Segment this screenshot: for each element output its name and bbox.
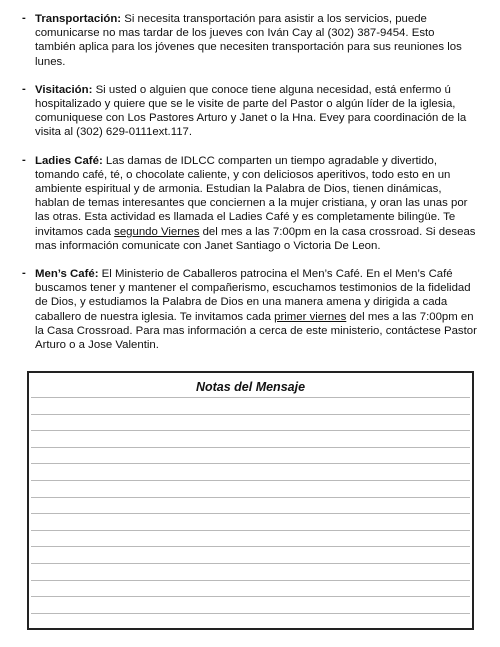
announcement-text: Las damas de IDLCC comparten un tiempo agradable y divertido, tomando café, té, o chocolate caliente, y con deliciosos aperitivos, todo esto en un ambiente espiritual y de armonia. Estudian la Palabra de Dios, tienen dinámicas, hablan de temas interesantes que conciernen a la mujer cristiana, y oran las unas por las otras. Esta actividad es llamada el Ladies Café y es completamente bilingüe. Te invitamos cada xyxy=(35,154,468,238)
note-line xyxy=(31,513,470,514)
announcement-text: del mes a las 7:00pm en la Casa Crossroad. Para mas información a cerca de este ministerio, contáctese Pastor Arturo o a Jose Valentin. xyxy=(35,310,477,352)
notes-lines xyxy=(31,397,470,616)
note-line xyxy=(31,563,470,564)
announcement-highlight: primer viernes xyxy=(274,310,347,323)
announcement-text: del mes a las 7:00pm en la casa crossroad. Si deseas mas información comunicate con Janet Santiago o Victoria De Leon. xyxy=(35,225,476,252)
announcement-ladies-cafe xyxy=(22,154,477,253)
note-line xyxy=(31,497,470,498)
announcement-text: El Ministerio de Caballeros patrocina el Men’s Café. En el Men’s Café buscamos tener y mantener el compañerismo, escuchamos testimonios de la fidelidad de Dios, y estudiamos la Palabra de Dios en una manera amena y dirigida a cada caballero de nuestra iglesia. Te invitamos cada xyxy=(35,268,471,323)
bullet-dash: - xyxy=(22,82,26,95)
note-line xyxy=(31,430,470,431)
note-line xyxy=(31,463,470,464)
announcement-text: Si necesita transportación para asistir a los servicios, puede comunicarse no mas tardar de los jueves con Iván Cay al (302) 387-9454. Esto también aplica para los jóvenes que necesiten transportación para sus reuniones los lunes. xyxy=(35,13,462,68)
bullet-dash: - xyxy=(22,12,26,24)
announcement-highlight: segundo Viernes xyxy=(114,225,200,238)
bullet-dash: - xyxy=(22,267,26,280)
note-line xyxy=(31,546,470,547)
note-line xyxy=(31,580,470,581)
announcement-title: Men’s Café: xyxy=(35,268,99,281)
notes-title: Notas del Mensaje xyxy=(195,380,306,394)
announcement-title: Ladies Café: xyxy=(35,154,103,167)
announcement-visitacion xyxy=(22,83,477,140)
note-line xyxy=(31,530,470,531)
note-line xyxy=(31,613,470,614)
notes-box xyxy=(27,371,474,630)
note-line xyxy=(31,447,470,448)
announcement-title: Transportación: xyxy=(35,13,122,25)
announcement-mens-cafe xyxy=(22,267,477,352)
announcement-title: Visitación: xyxy=(35,83,93,96)
announcement-text: Si usted o alguien que conoce tiene alguna necesidad, está enfermo ú hospitalizado y quiere que se le visite de parte del Pastor o algún líder de la iglesia, comuniquese con Los Pastores Arturo y Janet o la Hna. Evey para coordinación de la visita al (302) 629-0111ext.117. xyxy=(35,83,467,139)
note-line xyxy=(31,480,470,481)
announcement-transportacion xyxy=(22,12,477,69)
note-line xyxy=(31,397,470,398)
announcement-list xyxy=(22,12,477,366)
note-line xyxy=(31,596,470,597)
bullet-dash: - xyxy=(22,153,26,166)
note-line xyxy=(31,414,470,415)
